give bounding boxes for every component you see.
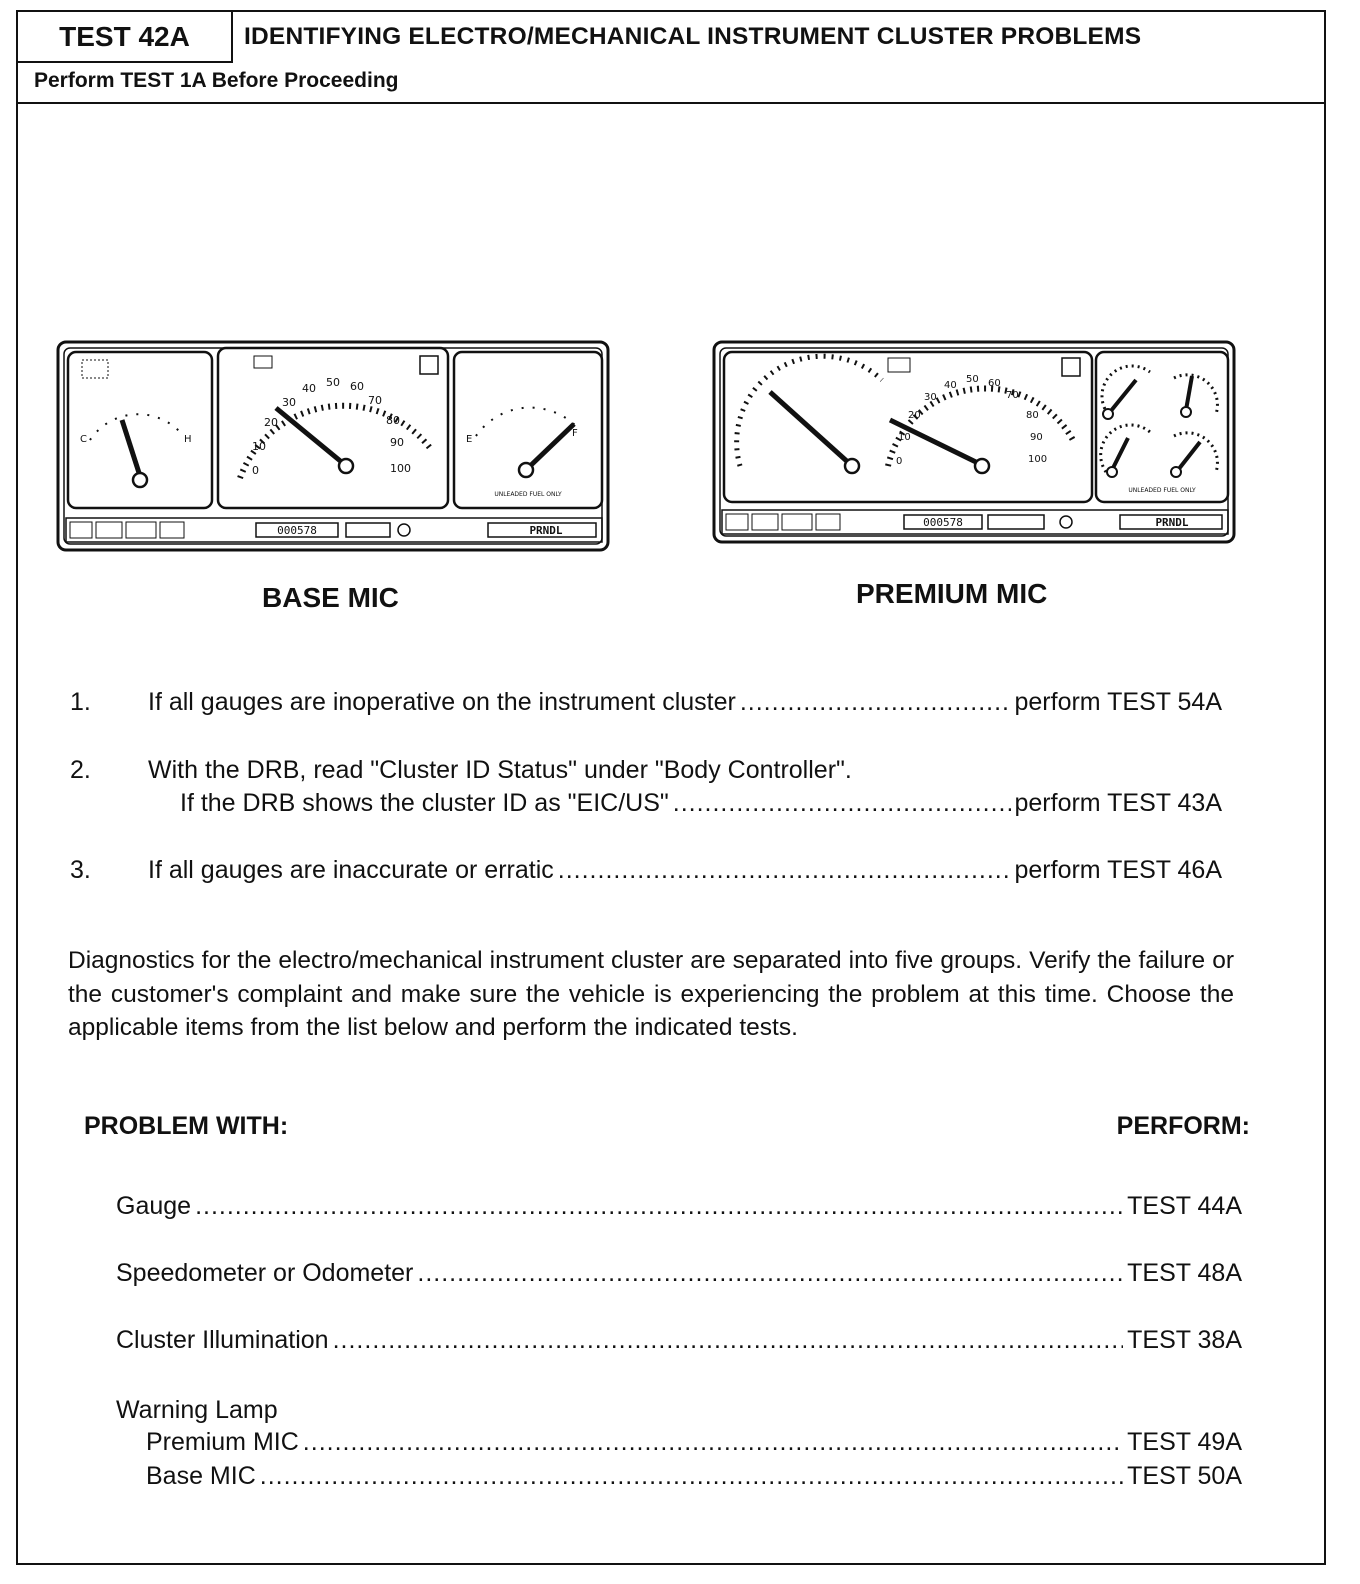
premium-fuel-text: UNLEADED FUEL ONLY bbox=[1128, 487, 1196, 494]
step-number: 3. bbox=[70, 856, 91, 884]
premium-speed-tick-70: 70 bbox=[1006, 390, 1019, 401]
test-ref: TEST 50A bbox=[1127, 1462, 1242, 1490]
problem-label: Gauge bbox=[116, 1192, 192, 1220]
page-title: IDENTIFYING ELECTRO/MECHANICAL INSTRUMENT CLUSTER PROBLEMS bbox=[244, 23, 1142, 50]
premium-prndl: PRNDL bbox=[1155, 516, 1189, 529]
base-speed-tick-40: 40 bbox=[302, 382, 316, 395]
intro-paragraph: Diagnostics for the electro/mechanical instrument cluster are separated into five groups. Verify the failure or the customer's complaint and make sure the vehicle is experiencing the problem at this time. Choose the applicable items from the list below and perform the indicated tests. bbox=[68, 947, 1234, 1041]
test-ref: TEST 44A bbox=[1127, 1192, 1242, 1220]
prerequisite-note: Perform TEST 1A Before Proceeding bbox=[34, 69, 399, 92]
base-speed-tick-10: 10 bbox=[252, 440, 266, 453]
test-id-box: TEST 42A bbox=[18, 12, 233, 63]
premium-speed-tick-100: 100 bbox=[1028, 454, 1048, 465]
problem-label: Speedometer or Odometer bbox=[116, 1259, 414, 1287]
base-mic-illustration bbox=[56, 338, 616, 556]
premium-speed-tick-90: 90 bbox=[1030, 432, 1043, 443]
leader-dots bbox=[333, 1326, 1124, 1355]
base-prndl: PRNDL bbox=[529, 524, 563, 537]
premium-speed-tick-30: 30 bbox=[924, 392, 937, 403]
step-2-subtext: If the DRB shows the cluster ID as "EIC/US" bbox=[180, 789, 669, 817]
premium-mic-label: PREMIUM MIC bbox=[856, 578, 1048, 609]
premium-speed-tick-10: 10 bbox=[898, 432, 911, 443]
group-title: Warning Lamp bbox=[116, 1396, 278, 1424]
premium-speed-tick-40: 40 bbox=[944, 380, 957, 391]
leader-dots bbox=[260, 1462, 1123, 1491]
column-problem-header: PROBLEM WITH: bbox=[84, 1112, 289, 1140]
leader-dots bbox=[195, 1192, 1123, 1221]
table-row bbox=[146, 1428, 1242, 1457]
premium-mic-illustration bbox=[710, 338, 1240, 550]
premium-odometer: 000578 bbox=[923, 516, 963, 529]
svg-text:C: C bbox=[80, 434, 87, 445]
step-number: 1. bbox=[70, 688, 91, 716]
step-1-line bbox=[148, 688, 1222, 717]
premium-speed-tick-0: 0 bbox=[896, 456, 903, 467]
step-2-action: perform TEST 43A bbox=[1014, 789, 1222, 817]
step-1-text: If all gauges are inoperative on the instrument cluster bbox=[148, 688, 736, 716]
base-speed-tick-90: 90 bbox=[390, 436, 404, 449]
table-row bbox=[116, 1326, 1242, 1355]
header bbox=[18, 12, 1324, 104]
leader-dots bbox=[558, 856, 1011, 885]
test-ref: TEST 49A bbox=[1127, 1428, 1242, 1456]
test-ref: TEST 38A bbox=[1127, 1326, 1242, 1354]
premium-speed-tick-80: 80 bbox=[1026, 410, 1039, 421]
base-speed-tick-0: 0 bbox=[252, 464, 259, 477]
base-fuel-text: UNLEADED FUEL ONLY bbox=[494, 491, 562, 498]
step-3-line bbox=[148, 856, 1222, 885]
step-2-line bbox=[180, 789, 1222, 818]
table-row bbox=[146, 1462, 1242, 1491]
base-speed-tick-50: 50 bbox=[326, 376, 340, 389]
base-speed-tick-60: 60 bbox=[350, 380, 364, 393]
base-speed-tick-20: 20 bbox=[264, 416, 278, 429]
base-speed-tick-30: 30 bbox=[282, 396, 296, 409]
svg-text:F: F bbox=[572, 428, 578, 439]
table-row bbox=[116, 1259, 1242, 1288]
step-number: 2. bbox=[70, 756, 91, 784]
base-odometer: 000578 bbox=[277, 524, 317, 537]
leader-dots bbox=[303, 1428, 1123, 1457]
premium-speed-tick-20: 20 bbox=[908, 410, 921, 421]
base-speed-tick-70: 70 bbox=[368, 394, 382, 407]
svg-text:E: E bbox=[466, 434, 473, 445]
premium-mic-figure bbox=[710, 338, 1240, 550]
premium-speed-tick-50: 50 bbox=[966, 374, 979, 385]
svg-text:H: H bbox=[184, 434, 192, 445]
premium-speed-tick-60: 60 bbox=[988, 378, 1001, 389]
step-2-text: With the DRB, read "Cluster ID Status" under "Body Controller". bbox=[148, 756, 852, 784]
problem-label: Base MIC bbox=[146, 1462, 256, 1490]
base-speed-tick-100: 100 bbox=[390, 462, 411, 475]
leader-dots bbox=[673, 789, 1011, 818]
base-mic-label: BASE MIC bbox=[262, 582, 399, 613]
table-row bbox=[116, 1192, 1242, 1221]
step-3-action: perform TEST 46A bbox=[1014, 856, 1222, 884]
leader-dots bbox=[417, 1259, 1123, 1288]
base-speed-tick-80: 80 bbox=[386, 414, 400, 427]
column-perform-header: PERFORM: bbox=[1116, 1112, 1250, 1140]
test-ref: TEST 48A bbox=[1127, 1259, 1242, 1287]
leader-dots bbox=[740, 688, 1011, 717]
step-1-action: perform TEST 54A bbox=[1014, 688, 1222, 716]
problem-label: Cluster Illumination bbox=[116, 1326, 329, 1354]
problem-label: Premium MIC bbox=[146, 1428, 299, 1456]
step-3-text: If all gauges are inaccurate or erratic bbox=[148, 856, 554, 884]
base-mic-figure bbox=[56, 338, 616, 556]
